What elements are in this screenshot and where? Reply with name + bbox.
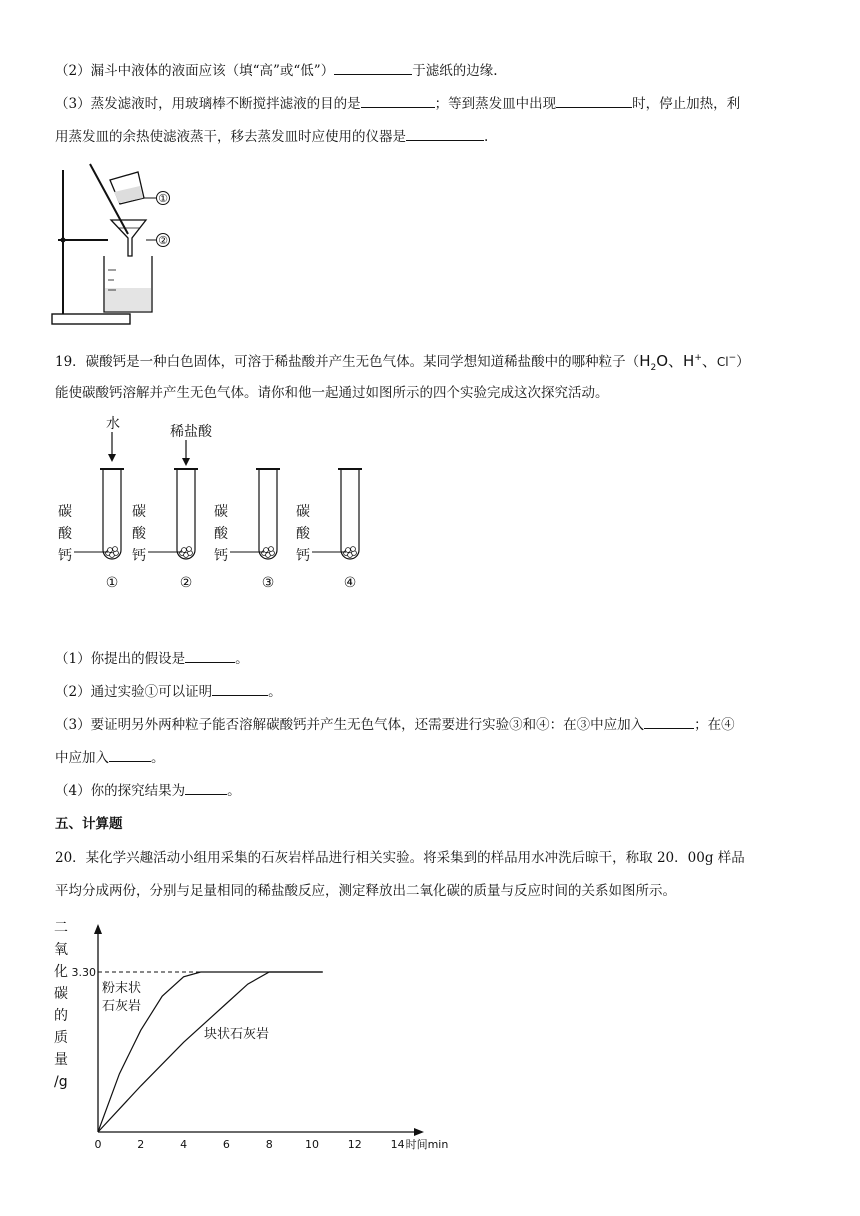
y-label-char: 碳	[54, 986, 68, 1002]
q18-part3-line1: （3）蒸发滤液时，用玻璃棒不断搅拌滤液的目的是 ；等到蒸发皿中出现 时，停止加热，利	[55, 93, 740, 114]
solid-label-char: 钙	[214, 548, 228, 564]
ion-list: $H_2O$、H+、Cl−	[639, 352, 737, 373]
solid-label-char: 碳	[296, 504, 310, 520]
solid-label-char: 酸	[58, 526, 72, 542]
x-tick-label: 6	[222, 1138, 230, 1151]
water-label: 水	[106, 416, 120, 432]
q19-sub4: （4）你的探究结果为 。	[55, 780, 241, 801]
x-tick-label: 10	[305, 1138, 319, 1151]
tube-number-1: ①	[105, 575, 119, 591]
acid-label: 稀盐酸	[170, 424, 212, 440]
q18-part3-line2: 用蒸发皿的余热使滤液蒸干，移去蒸发皿时应使用的仪器是 .	[55, 126, 488, 147]
answer-blank[interactable]	[185, 648, 235, 663]
x-tick-label: 14	[390, 1138, 405, 1151]
q19-sub3-line1: （3）要证明另外两种粒子能否溶解碳酸钙并产生无色气体，还需要进行实验③和④：在③中应加入 ；在④	[55, 714, 735, 735]
answer-blank[interactable]	[185, 780, 227, 795]
solid-label-char: 碳	[214, 504, 228, 520]
y-label-char: 化	[54, 964, 68, 980]
series-line-powder	[98, 972, 323, 1132]
answer-blank[interactable]	[556, 93, 632, 108]
clamp-joint	[61, 238, 66, 243]
x-tick-label: 0	[94, 1138, 102, 1151]
series-label-block: 块状石灰岩	[204, 1027, 270, 1042]
test-tube-1	[58, 469, 124, 591]
series-line-block	[98, 972, 323, 1132]
answer-blank[interactable]	[406, 126, 484, 141]
y-label-char: 氧	[54, 942, 68, 958]
filtration-apparatus-figure	[48, 158, 188, 330]
x-axis-label: 时间min	[405, 1138, 449, 1151]
q19-sub2: （2）通过实验①可以证明 。	[55, 681, 282, 702]
y-label-char: /g	[54, 1074, 68, 1090]
answer-blank[interactable]	[644, 714, 694, 729]
q19-sub1: （1）你提出的假设是 。	[55, 648, 249, 669]
x-axis-arrow-icon	[414, 1128, 424, 1136]
solid-label-char: 钙	[296, 548, 310, 564]
answer-blank[interactable]	[361, 93, 435, 108]
solid-label-char: 酸	[296, 526, 310, 542]
tube-number-3: ③	[261, 575, 275, 591]
arrow-down-icon	[182, 458, 190, 466]
solid-label-char: 酸	[214, 526, 228, 542]
x-tick-label: 12	[347, 1138, 362, 1151]
y-label-char: 的	[54, 1008, 68, 1024]
series-label-powder-line2: 石灰岩	[102, 999, 142, 1014]
label-2: ②	[158, 234, 168, 247]
y-axis-label	[54, 920, 68, 1090]
test-tube-2	[132, 469, 198, 591]
co2-mass-chart	[50, 912, 470, 1152]
answer-blank[interactable]	[109, 747, 151, 762]
q20-stem-line2: 平均分成两份，分别与足量相同的稀盐酸反应，测定释放出二氧化碳的质量与反应时间的关系如图所示。	[55, 883, 676, 899]
y-tick-3.30: 3.30	[71, 966, 96, 979]
tube-number-4: ④	[343, 575, 357, 591]
y-label-char: 质	[54, 1030, 68, 1046]
q20-stem-line1: 20．某化学兴趣活动小组用采集的石灰岩样品进行相关实验。将采集到的样品用水冲洗后晾干，称取 20．00g 样品	[55, 850, 745, 866]
series-label-powder-line1: 粉末状	[102, 981, 142, 996]
arrow-down-icon	[108, 454, 116, 462]
label-1: ①	[158, 192, 168, 205]
x-tick-label: 2	[137, 1138, 145, 1151]
q19-sub3-line2: 中应加入 。	[55, 747, 165, 768]
q18-part2: （2）漏斗中液体的液面应该（填“高”或“低”） 于滤纸的边缘.	[55, 60, 498, 81]
y-label-char: 量	[54, 1052, 68, 1068]
x-tick-label: 4	[180, 1138, 188, 1151]
section-heading: 五、计算题	[55, 816, 123, 832]
y-label-char: 二	[54, 920, 68, 936]
y-axis-arrow-icon	[94, 924, 102, 934]
q19-stem-line1: 19．碳酸钙是一种白色固体，可溶于稀盐酸并产生无色气体。某同学想知道稀盐酸中的哪种粒子（$H_2O$、H+、Cl−）	[55, 352, 750, 373]
test-tube-3	[214, 469, 280, 591]
solid-label-char: 钙	[132, 548, 146, 564]
q19-stem-line2: 能使碳酸钙溶解并产生无色气体。请你和他一起通过如图所示的四个实验完成这次探究活动。	[55, 385, 609, 401]
test-tube-4	[296, 469, 362, 591]
solid-label-char: 钙	[58, 548, 72, 564]
stand-base	[52, 314, 130, 324]
x-tick-label: 8	[265, 1138, 273, 1151]
answer-blank[interactable]	[334, 60, 412, 75]
solid-label-char: 碳	[58, 504, 72, 520]
test-tube-experiments-figure	[50, 412, 380, 594]
funnel	[111, 220, 146, 256]
answer-blank[interactable]	[212, 681, 268, 696]
filtrate	[105, 288, 151, 311]
tube-number-2: ②	[179, 575, 193, 591]
solid-label-char: 酸	[132, 526, 146, 542]
solid-label-char: 碳	[132, 504, 146, 520]
